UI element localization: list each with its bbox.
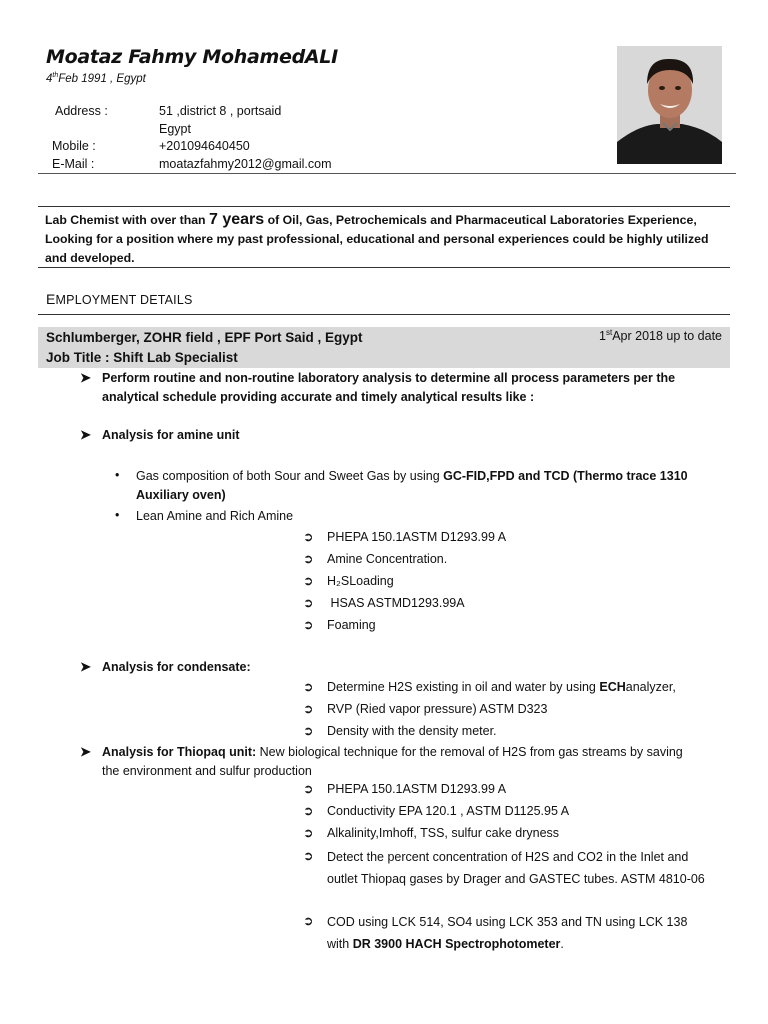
arrow-bullet-icon: ➤ xyxy=(80,659,91,674)
summary-bottom-rule xyxy=(38,267,730,268)
circled-arrow-icon: ➲ xyxy=(303,596,314,610)
circled-arrow-icon: ➲ xyxy=(303,552,314,566)
arrow-bullet-icon: ➤ xyxy=(80,370,91,385)
circled-arrow-icon: ➲ xyxy=(303,782,314,796)
thiopaq-item: PHEPA 150.1ASTM D1293.99 A xyxy=(327,782,507,796)
career-summary: Lab Chemist with over than 7 years of Oil, Gas, Petrochemicals and Pharmaceutical Laboratories Experience, Looking for a position where my past professional, educational and personal experiences could be highly utilized and developed. xyxy=(45,211,709,265)
arrow-bullet-icon: ➤ xyxy=(80,427,91,442)
email-value: moatazfahmy2012@gmail.com xyxy=(159,157,332,171)
condensate-item: Determine H2S existing in oil and water by using ECHanalyzer, xyxy=(327,680,676,694)
mobile-value: +201094640450 xyxy=(159,139,250,153)
email-label: E-Mail : xyxy=(52,157,95,171)
job-title: Job Title : Shift Lab Specialist xyxy=(46,350,238,365)
circled-arrow-icon: ➲ xyxy=(303,914,314,928)
dot-bullet-icon: • xyxy=(115,508,120,522)
thiopaq-item: Alkalinity,Imhoff, TSS, sulfur cake dryness xyxy=(327,826,560,840)
birth-info: 4thFeb 1991 , Egypt xyxy=(46,72,146,85)
circled-arrow-icon: ➲ xyxy=(303,680,314,694)
company-name: Schlumberger, ZOHR field , EPF Port Said , Egypt xyxy=(46,330,363,345)
amine-unit-heading: Analysis for amine unit xyxy=(102,428,240,442)
amine-item: H₂SLoading xyxy=(327,574,394,588)
thiopaq-item: COD using LCK 514, SO4 using LCK 353 and TN using LCK 138 with DR 3900 HACH Spectrophotometer. xyxy=(327,915,688,951)
arrow-bullet-icon: ➤ xyxy=(80,744,91,759)
duty-routine-analysis: Perform routine and non-routine laboratory analysis to determine all process parameters per the analytical schedule providing accurate and timely analytical results like : xyxy=(102,371,676,404)
mobile-label: Mobile : xyxy=(52,139,96,153)
summary-top-rule xyxy=(38,206,730,207)
condensate-heading: Analysis for condensate: xyxy=(102,660,251,674)
circled-arrow-icon: ➲ xyxy=(303,574,314,588)
address-line-1: 51 ,district 8 , portsaid xyxy=(159,104,282,118)
job-date: 1stApr 2018 up to date xyxy=(599,328,722,344)
address-line-2: Egypt xyxy=(159,122,191,136)
amine-item: Foaming xyxy=(327,618,376,632)
amine-item: Amine Concentration. xyxy=(327,552,448,566)
circled-arrow-icon: ➲ xyxy=(303,849,314,863)
circled-arrow-icon: ➲ xyxy=(303,804,314,818)
section-title-rule xyxy=(38,314,730,315)
condensate-item: RVP (Ried vapor pressure) ASTM D323 xyxy=(327,702,548,716)
candidate-name: Moataz Fahmy MohamedALI xyxy=(46,46,338,68)
circled-arrow-icon: ➲ xyxy=(303,724,314,738)
circled-arrow-icon: ➲ xyxy=(303,702,314,716)
thiopaq-item: Conductivity EPA 120.1 , ASTM D1125.95 A xyxy=(327,804,570,818)
gas-composition-item: Gas composition of both Sour and Sweet Gas by using GC-FID,FPD and TCD (Thermo trace 1310 Auxiliary oven) xyxy=(136,469,688,502)
circled-arrow-icon: ➲ xyxy=(303,826,314,840)
thiopaq-paragraph: Analysis for Thiopaq unit: New biological technique for the removal of H2S from gas streams by saving the environment and sulfur production xyxy=(102,745,683,778)
address-label: Address : xyxy=(55,104,108,118)
profile-photo xyxy=(617,46,722,164)
condensate-item: Density with the density meter. xyxy=(327,724,497,738)
lean-rich-amine-item: Lean Amine and Rich Amine xyxy=(136,509,294,523)
employment-section-title: EMPLOYMENT DETAILS xyxy=(46,291,193,307)
amine-item: HSAS ASTMD1293.99A xyxy=(327,596,465,610)
circled-arrow-icon: ➲ xyxy=(303,618,314,632)
thiopaq-item: Detect the percent concentration of H2S and CO2 in the Inlet and outlet Thiopaq gases by Drager and GASTEC tubes. ASTM 4810-06 xyxy=(327,850,705,886)
header-divider xyxy=(38,173,736,174)
amine-item: PHEPA 150.1ASTM D1293.99 A xyxy=(327,530,507,544)
circled-arrow-icon: ➲ xyxy=(303,530,314,544)
dot-bullet-icon: • xyxy=(115,468,120,482)
